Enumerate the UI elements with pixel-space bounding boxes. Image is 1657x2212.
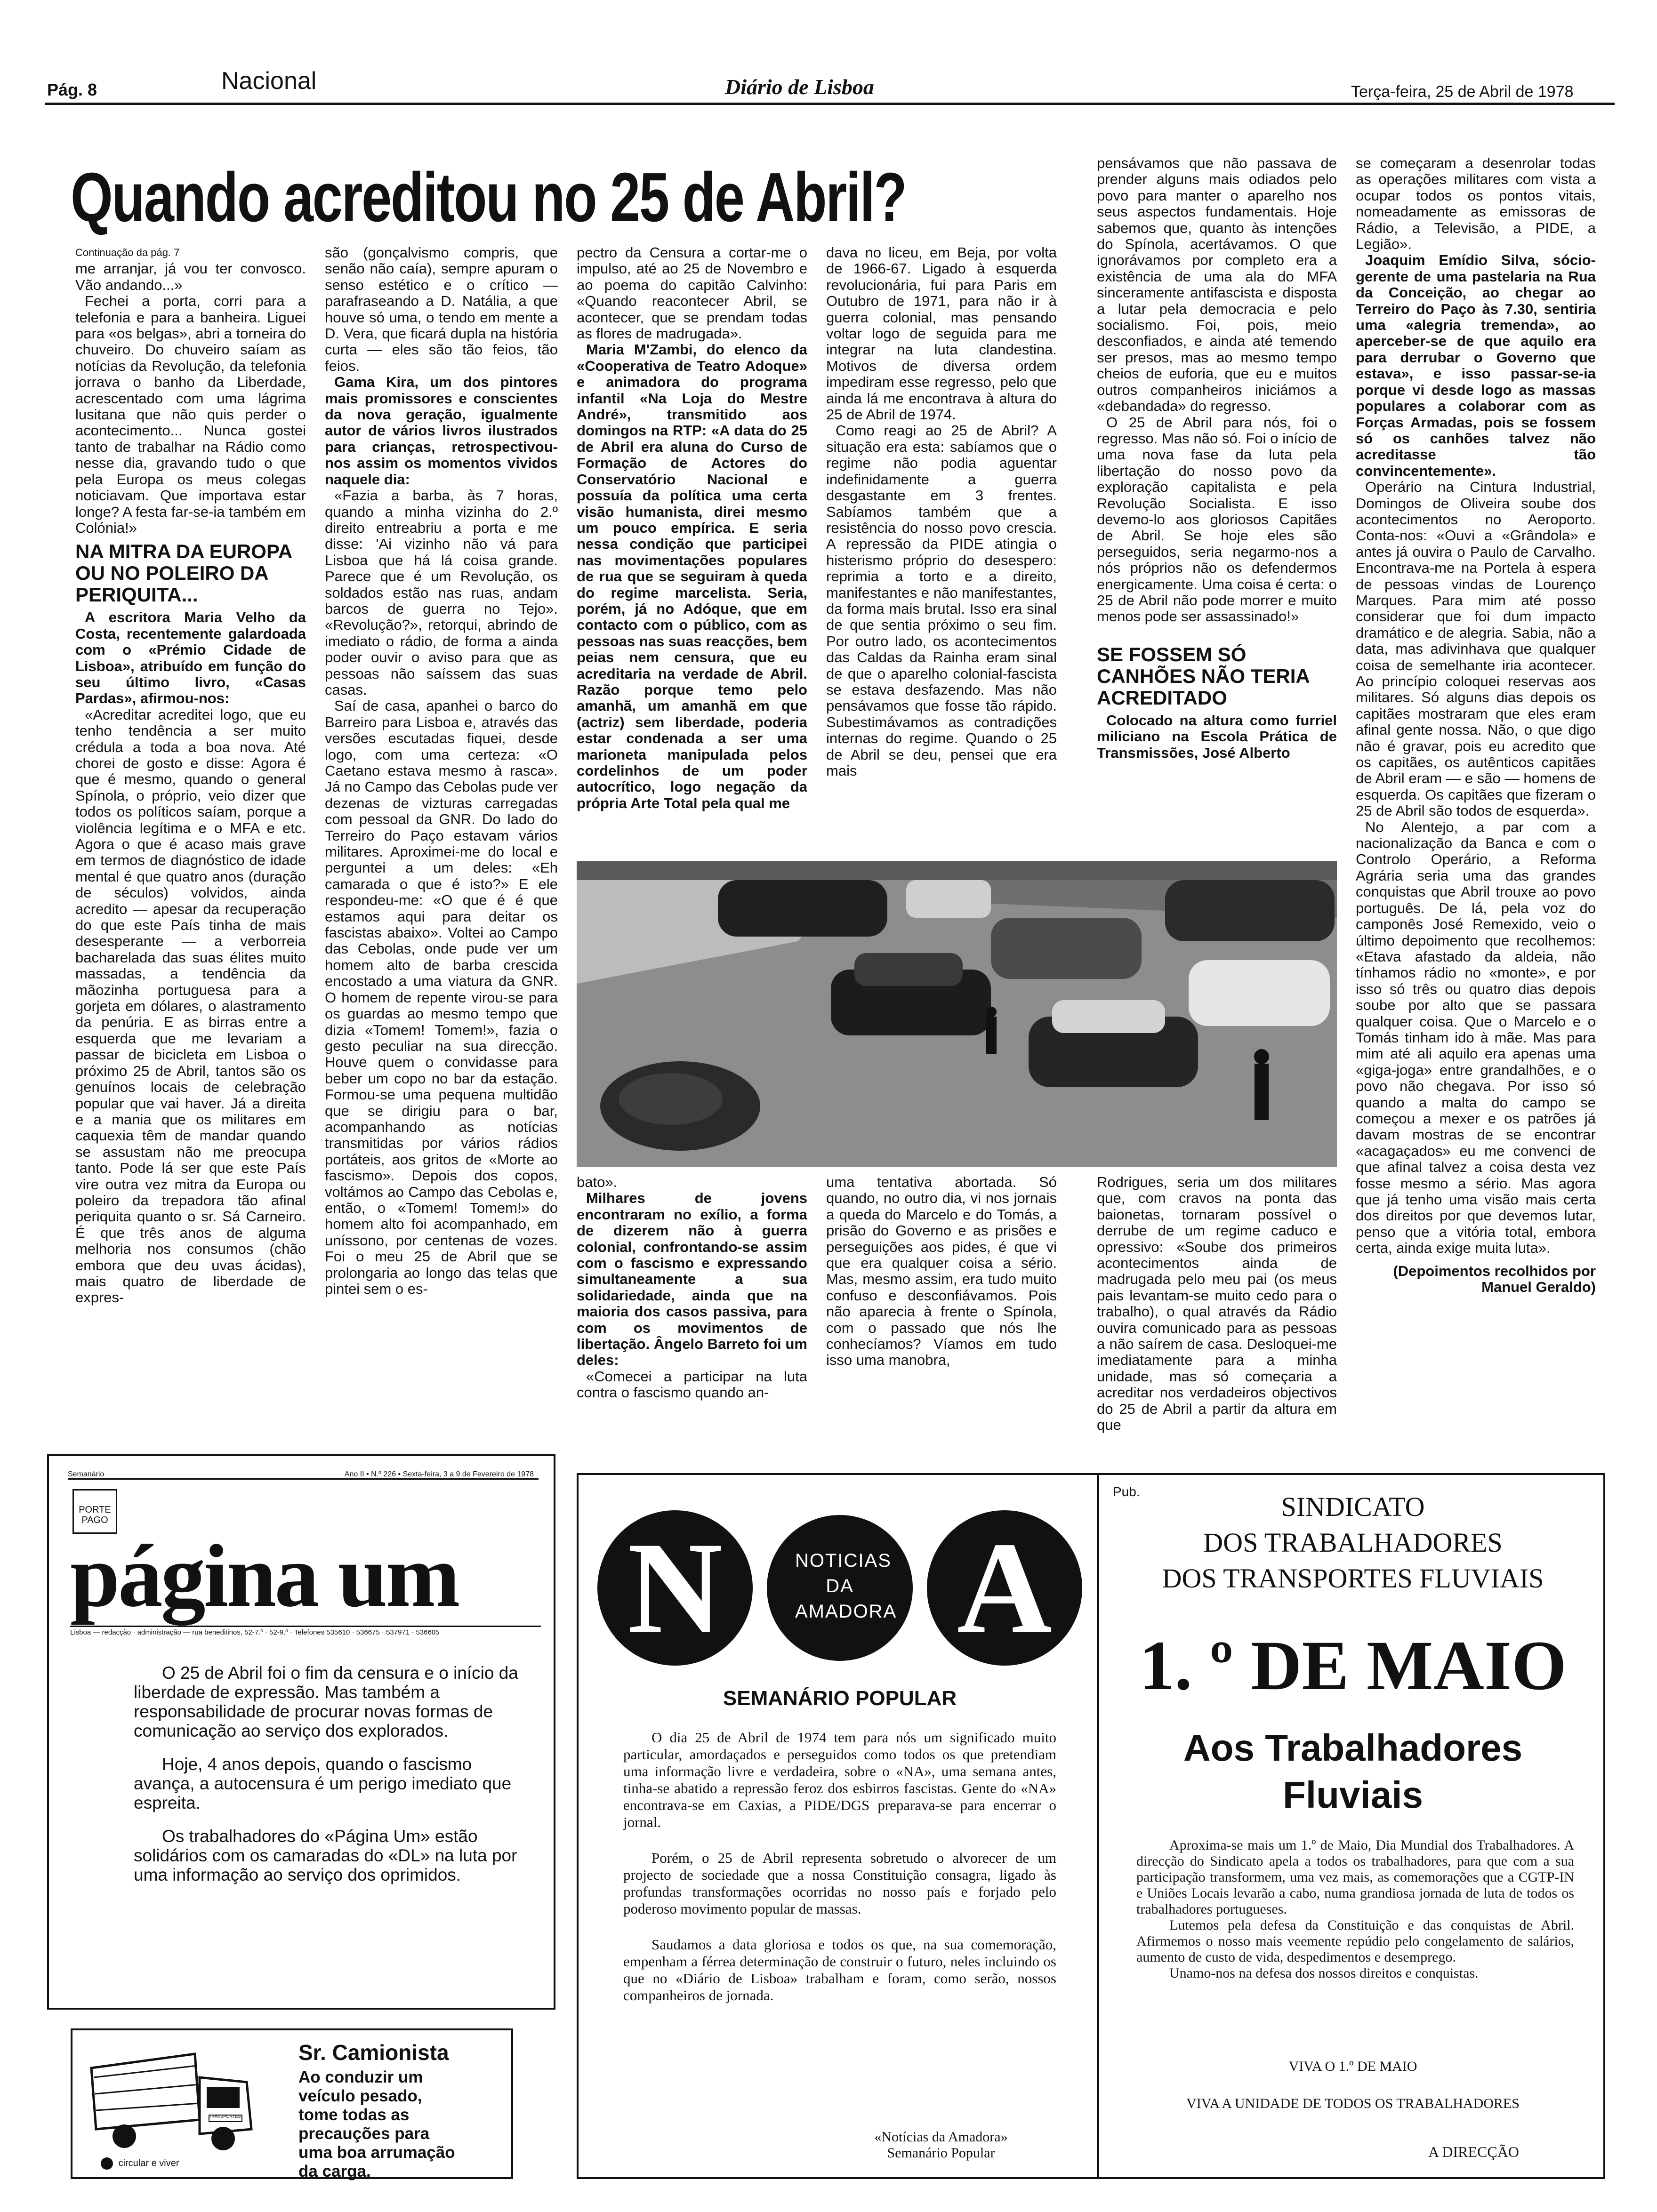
col4-para-3: uma tentativa abortada. Só quando, no outro dia, vi nos jornais a queda do Marcelo e do Tomás, a prisão do Governo e as prisões e perseguições aos pides, é que vi que era qualquer coisa a sério. Mas, mesmo assim, era tudo muito confuso e desconfiávamos. Pois não aparecia à frente o Spínola, com o passado que nós lhe conhecíamos? Víamos em tudo isso uma manobra,	[826, 1174, 1057, 1369]
pagina-um-logo: página um	[70, 1527, 458, 1626]
sindicato-para-3: Unamo-nos na defesa dos nossos direitos e conquistas.	[1169, 1965, 1479, 1981]
aos-line-2: Fluviais	[1283, 1774, 1423, 1816]
na-title: SEMANÁRIO POPULAR	[723, 1687, 957, 1710]
page-number: Pág. 8	[47, 80, 97, 99]
article-credit: (Depoimentos recolhidos por Manuel Geraldo)	[1393, 1262, 1596, 1296]
ad-camionista	[71, 2028, 513, 2179]
subhead-mitra: NA MITRA DA EUROPA OU NO POLEIRO DA PERIQUITA...	[75, 540, 292, 606]
sindicato-line-1: SINDICATO	[1281, 1491, 1425, 1522]
col1-para-1: me arranjar, já vou ter convosco. Vão andando...»	[75, 260, 306, 293]
article-col-2	[325, 245, 558, 1440]
na-signature	[842, 2129, 1040, 2161]
article-col-3-top	[577, 245, 807, 852]
camionista-slogan	[101, 2157, 179, 2170]
headline: Quando acreditou no 25 de Abril?	[71, 159, 906, 236]
col3-para-3: bato».	[577, 1174, 618, 1190]
col5-para-4: Rodrigues, seria um dos militares que, com cravos na ponta das baionetas, tornaram possível o derrube de um regime caduco e opressivo: «Soube dos primeiros acontecimentos ainda de madrugada pelo meu pai (os meus pais levantam-se muito cedo para o trabalho), o qual através da Rádio ouvira comunicado para as pessoas a não saírem de casa. Desloquei-me imediatamente para a minha unidade, mas só começaria a acreditar nos verdadeiros objectivos do 25 de Abril a partir da altura em que	[1097, 1174, 1337, 1434]
ad-pagina-um	[47, 1454, 555, 2010]
col1-para-2: Fechei a porta, corri para a telefonia e para a banheira. Liguei para «os belgas», abri a torneira do chuveiro. Do chuveiro saíam as notícias da Revolução, da telefonia jorrava o banho da Liberdade, acrescentado com uma lágrima lusitana que não quis perder o acontecimento... Nunca gostei tanto de trabalhar na Rádio como nesse dia, gravando tudo o que pela Europa os meus colegas noticiavam. Que importava estar longe? A festa far-se-ia também em Colónia!»	[75, 293, 306, 536]
slogan-text: circular e viver	[118, 2158, 179, 2169]
sindicato-para-1: Aproxima-se mais um 1.º de Maio, Dia Mundial dos Trabalhadores. A direcção do Sindicato apela a todos os trabalhadores, para que com a sua participação transformem, uma vez mais, as comemorações que a CGTP-IN e Uniões Locais levarão a cabo, numa grandiosa jornada de luta de todos os trabalhadores portugueses.	[1136, 1837, 1574, 1917]
subhead-canhoes: SE FOSSEM SÓ CANHÕES NÃO TERIA ACREDITADO	[1097, 643, 1310, 709]
pagina-um-para-3: Os trabalhadores do «Página Um» estão solidários com os camaradas do «DL» na luta por uma informação ao serviço dos oprimidos.	[134, 1827, 517, 1884]
article-col-5-top	[1097, 155, 1337, 861]
sindicato-para-2: Lutemos pela defesa da Constituição e das conquistas de Abril. Afirmemos o nosso mais veemente repúdio pelo congelamento de salários, aumento de custo de vida, despedimentos e desemprego.	[1136, 1917, 1574, 1965]
na-para-1: O dia 25 de Abril de 1974 tem para nós um significado muito particular, amordaçados e perseguidos como todos os que pretendiam uma informação livre e verdadeira, sobre o «NA», uma semana antes, tinha-se abatido a repressão feroz dos esbirros fascistas. Gente do «NA» encontrava-se em Caxias, a PIDE/DGS preparava-se para encerrar o jornal.	[623, 1729, 1056, 1830]
viva-lines	[1099, 2059, 1607, 2131]
col1-para-3: A escritora Maria Velho da Costa, recentemente galardoada com o «Prémio Cidade de Lisboa», atribuído em função do seu último livro, «Casas Pardas», afirmou-nos:	[75, 609, 306, 707]
na-para-2: Porém, o 25 de Abril representa sobretudo o alvorecer de um projecto de sociedade que a nossa Constituição consagra, ligado às profundas transformações ocorridas no nosso país e forjado pelo poderoso movimento popular de massas.	[623, 1850, 1056, 1917]
aos-trabalhadores	[1099, 1724, 1607, 1819]
na-sign-2: Semanário Popular	[887, 2145, 995, 2161]
col4-para-1: dava no liceu, em Beja, por volta de 1966-67. Ligado à esquerda revolucionária, fui para Paris em Outubro de 1971, para não ir à guerra colonial, mas pensando voltar logo de seguida para me integrar na luta clandestina. Motivos de diversa ordem impediram esse regresso, pelo que ainda lá me encontrava à altura do 25 de Abril de 1974.	[826, 245, 1057, 423]
continuation-note: Continuação da pág. 7	[75, 247, 180, 258]
viva-unidade: VIVA A UNIDADE DE TODOS OS TRABALHADORES	[1186, 2096, 1520, 2111]
porte-label: PORTE	[79, 1505, 111, 1515]
camionista-body: Ao conduzir um veículo pesado, tome todas as precauções para uma boa arrumação da carga.	[298, 2068, 455, 2180]
col5-para-1: pensávamos que não passava de prender alguns mais odiados pelo povo para manter o aparelho nos seus aspectos fundamentais. Hoje sabemos que, quanto às intenções do Spínola, acertávamos. O que ignorávamos por completo era a existência de uma ala do MFA sinceramente antifascista e disposta a lutar pela democracia e pelo socialismo. Foi, pois, meio desconfiados, e ainda até temendo ser presos, mas ao mesmo tempo cheios de euforia, que eu e muitos outros companheiros iniciámos a «debandada» do regresso.	[1097, 155, 1337, 415]
article-col-4-bottom	[826, 1174, 1057, 1440]
col5-para-3: Colocado na altura como furriel miliciano na Escola Prática de Transmissões, José Alberto	[1097, 712, 1337, 761]
col3-para-4: Milhares de jovens encontraram no exílio, a forma de dizerem não à guerra colonial, confrontando-se assim com o fascismo e expressando simultaneamente a sua solidariedade, ainda que na maioria dos casos passiva, para com os movimentos de libertação. Ângelo Barreto foi um deles:	[577, 1190, 807, 1369]
na-letter-n: N	[597, 1510, 753, 1666]
na-sign-1: «Notícias da Amadora»	[874, 2129, 1008, 2145]
na-letter-a: A	[927, 1510, 1082, 1666]
col4-para-2: Como reagi ao 25 de Abril? A situação era esta: sabíamos que o regime não podia aguentar indefinidamente a guerra desgastante em 3 frentes. Sabíamos também que a resistência do nosso povo crescia. A repressão da PIDE atingia o histerismo próprio do desespero: reprimia a torto e a direito, manifestantes e não manifestantes, da forma mais brutal. Isso era sinal de que sentia próximo o seu fim. Por outro lado, os acontecimentos das Caldas da Rainha eram sinal de que o aparelho colonial-fascista se estava desfazendo. Mas não pensávamos que fosse tão rápido. Subestimávamos as contradições internas do regime. Quando o 25 de Abril se deu, pensei que era mais	[826, 422, 1057, 779]
article-col-5-bottom	[1097, 1174, 1337, 1440]
pagina-um-text	[134, 1663, 520, 1884]
pagina-um-banner-top	[68, 1470, 539, 1480]
header-rule	[45, 103, 1615, 105]
na-logo	[597, 1496, 1082, 1703]
aos-line-1: Aos Trabalhadores	[1183, 1727, 1523, 1769]
truck-illustration	[82, 2049, 261, 2153]
ad-noticias-amadora	[577, 1473, 1099, 2179]
col2-para-2: Gama Kira, um dos pintores mais promissores e conscientes da nova geração, igualmente autor de vários livros ilustrados para crianças, retrospectivou-nos assim os momentos vividos naquele dia:	[325, 374, 558, 488]
na-circle: NOTICIAS DA AMADORA	[767, 1515, 913, 1661]
news-photo	[577, 861, 1337, 1167]
ad-sindicato	[1097, 1473, 1605, 2179]
na-text	[623, 1729, 1056, 2004]
col2-para-4: Saí de casa, apanhei o barco do Barreiro para Lisboa e, através das versões escutadas fiquei, desde logo, com uma certeza: «O Caetano estava mesmo à rasca». Já no Campo das Cebolas pude ver dezenas de vizturas carregadas com pessoal da GNR. Do lado do Terreiro do Paço estavam vários militares. Aproximei-me do local e perguntei a um deles: «Eh camarada o que é isto?» E ele respondeu-me: «O que é é que estamos aqui para deitar os fascistas abaixo». Voltei ao Campo das Cebolas, onde pude ver um homem alto de barba crescida encostado a uma viatura da GNR. O homem de repente virou-se para os guardas ao mesmo tempo que dizia «Tomem! Tomem!», fazia o gesto peculiar na sua direcção. Houve quem o convidasse para beber um copo no bar da estação. Formou-se uma pequena multidão que se dirigiu para o bar, acompanhando as notícias transmitidas por vários rádios portáteis, aos gritos de «Morte ao fascismo». Depois dos copos, voltámos ao Campo das Cebolas e, então, o «Tomem! Tomem!» do homem alto foi acompanhado, em uníssono, por centenas de vozes. Foi o meu 25 de Abril que se prolongaria ao longo das telas que pintei sem o es-	[325, 697, 558, 1297]
pagina-um-meta: Ano II • N.º 226 • Sexta-feira, 3 a 9 de Fevereiro de 1978	[344, 1470, 534, 1478]
masthead: Diário de Lisboa	[725, 75, 874, 99]
article-col-6	[1356, 155, 1596, 1440]
photo-cars-scene	[577, 861, 1337, 1167]
col5-para-2: O 25 de Abril para nós, foi o regresso. Mas não só. Foi o início de uma nova fase da luta pela libertação do nosso povo da exploração capitalista e pela Revolução Socialista. E isso devemo-lo aos gloriosos Capitães de Abril. Se hoje eles são perseguidos, seria negarmo-nos a nós próprios não os defendermos energicamente. Uma coisa é certa: o 25 de Abril não pode morrer e muito menos pode ser assassinado!»	[1097, 414, 1337, 625]
col2-para-1: são (gonçalvismo compris, que senão não caía), sempre apuram o senso estético e o crítico — parafraseando a D. Natália, a que houve só uma, o tendo em mente a D. Vera, que ficará dupla na história curta — eles são tão feios, tão feios.	[325, 245, 558, 374]
pagina-um-para-2: Hoje, 4 anos depois, quando o fascismo avança, a autocensura é um perigo imediato que espreita.	[134, 1755, 512, 1812]
sindicato-line-3: DOS TRANSPORTES FLUVIAIS	[1162, 1563, 1544, 1594]
direccao-sign: A DIRECÇÃO	[1428, 2143, 1519, 2160]
col3-para-2a: Maria M'Zambi, do elenco da «Cooperativa de Teatro Adoque» e animadora do programa infantil «Na Loja do Mestre André», transmitido aos domingos na RTP: «A data do 25 de Abril era aluna do Curso de Formação de Actores do Conservatório Nacional e possuía da política uma certa visão humanista, direi mesmo um pouco empírica. E seria nessa condição que participei nas movimentações populares de rua que se seguiram à queda do regime marcelista. Seria, porém, já no Adóque, que em contacto com o público, com as pessoas nas suas reacções, bem peias nem censura, que eu acreditaria na verdade de Abril. Razão porque temo pelo amanhã, um amanhã em que (actriz) sem liberdade, poderia estar condenada a ser uma marioneta manipulada pelos cordelinhos de um poder autocrítico, logo negação da própria Arte Total pela qual me	[577, 341, 807, 811]
article-col-1	[75, 245, 306, 1440]
article-col-3-bottom	[577, 1174, 807, 1440]
sindicato-title	[1099, 1489, 1607, 1596]
col6-para-2: Joaquim Emídio Silva, sócio-gerente de uma pastelaria na Rua da Conceição, ao chegar ao Terreiro do Paço às 7.30, sentiria uma «alegria tremenda», ao aperceber-se de que aquilo era para derrubar o Governo que estava», e isso passar-se-ia porque vi desde logo as massas populares a colaborar com as Forças Armadas, pois se fossem só os canhões talvez não acreditasse tão convincentemente».	[1356, 252, 1596, 479]
col3-para-1: pectro da Censura a cortar-me o impulso, até ao 25 de Novembro e ao poema do capitão Calvinho: «Quando reacontecer Abril, se acontecer, que se prendam todas as flores de madrugada».	[577, 245, 807, 342]
pagina-um-address: Lisboa — redacção · administração — rua beneditinos, 52-7.º · 52-9.º · Telefones 535610 · 536675 · 537971 · 536605	[70, 1626, 541, 1636]
sindicato-text	[1136, 1837, 1574, 1981]
article-col-4-top	[826, 245, 1057, 852]
col3-para-5: «Comecei a participar na luta contra o fascismo quando an-	[577, 1368, 807, 1401]
viva-maio: VIVA O 1.º DE MAIO	[1288, 2059, 1417, 2074]
col6-para-1: se começaram a desenrolar todas as operações militares com vista a ocupar todos os pontos vitais, nomeadamente as emissoras de Rádio, a Televisão, a PIDE, a Legião».	[1356, 155, 1596, 253]
road-safety-icon	[101, 2157, 113, 2170]
col6-para-4: No Alentejo, a par com a nacionalização da Banca e com o Controlo Operário, a Reforma Agrária seria uma das grandes conquistas que Abril trouxe ao povo português. De lá, pela voz do camponês José Remexido, veio o último depoimento que recolhemos: «Etava afastado da aldeia, não tínhamos rádio no «monte», e por isso só três ou quatro dias depois soube por alto que se passara qualquer coisa. Que o Marcelo e o Tomás tinham ido à mãe. Mas para mim até ali aquilo era apenas uma «giga-joga» entre grandalhões, e o povo não chegava. Por isso só quando a malta do campo se começou a mexer e os patrões já davam mostras de se encontrar «acagaçados» eu me convenci de que afinal talvez a coisa desta vez fosse mesmo a sério. Mas agora que já tenho uma visão mais certa dos direitos por que devemos lutar, penso que a vitória total, embora certa, ainda exige muita luta».	[1356, 818, 1596, 1257]
section-title: Nacional	[221, 67, 317, 95]
col2-para-3: «Fazia a barba, às 7 horas, quando a minha vizinha do 2.º direito entreabriu a porta e me disse: 'Ai vizinho não vá para Lisboa que há lá coisa grande. Parece que é um Revolução, os soldados estão nas ruas, andam barcos de guerra no Tejo». «Revolução?», retorqui, abrindo de imediato o rádio, de forma a ainda poder ouvir o aviso para que as pessoas não saíssem das suas casas.	[325, 487, 558, 698]
pagina-um-para-1: O 25 de Abril foi o fim da censura e o início da liberdade de expressão. Mas também a responsabilidade de procurar novas formas de comunicação ao serviço dos explorados.	[134, 1663, 518, 1740]
col6-para-3: Operário na Cintura Industrial, Domingos de Oliveira soube dos acontecimentos no Aeroporto. Conta-nos: «Ouvi a «Grândola» e antes já ouvira o Paulo de Carvalho. Encontrava-me na Portela à espera de pessoas vindas de Lourenço Marques. Para mim até posso considerar que foi dum impacto dramático e de alegria. Sabia, não a data, mas adivinhava que qualquer coisa de semelhante iria acontecer. Ao princípio coloquei reservas aos militares. Só alguns dias depois os capitães mostraram que eles eram afinal gente nossa. Não, o que digo não é gravar, pois eu acredito que os capitães, os autênticos capitães de Abril eram — e são — homens de esquerda. Os capitães que fizeram o 25 de Abril são todos de esquerda».	[1356, 479, 1596, 819]
na-para-3: Saudamos a data gloriosa e todos os que, na sua comemoração, empenham a férrea determinação de construir o futuro, neles incluindo os que no «Diário de Lisboa» trabalham e foram, como serão, nossos companheiros de jornada.	[623, 1936, 1056, 2004]
col1-para-4: «Acreditar acreditei logo, que eu tenho tendência a ser muito crédula a toda a boa nova. Até chorei de gosto e disse: Agora é que é mesmo, quando o general Spínola, o próprio, veio dizer que todos os políticos saíam, porque a violência legítima e o MFA e etc. Agora o que é acaso mais grave em termos de diagnóstico de idade mental é que quatro anos (duração de séculos) volvidos, ainda acredito — apesar da recuperação do que este País tinha de mais desesperante — a verborreia bacharelada das suas élites muito massadas, a tendência da mãozinha portuguesa para a gorjeta em dólares, o alastramento da penúria. E as birras entre a esquerda que me levariam a passar de bicicleta em Lisboa o próximo 25 de Abril, tantos são os genuínos locais de celebração popular que vai haver. Já a direita e a mania que os militares em caquexia têm de mandar quando se assustam não me preocupa tanto. Pode lá ser que este País vire outra vez mitra da Europa ou poleiro da trepadora tão afinal periquita quanto o sr. Sá Carneiro. É que três anos de alguma melhoria nos consumos (chão embora que deu uvas ácidas), mais quatro de liberdade de expres-	[75, 706, 306, 1306]
camionista-title: Sr. Camionista	[298, 2040, 449, 2065]
pagina-um-small: Semanário	[68, 1470, 105, 1478]
primeiro-maio: 1. º DE MAIO	[1139, 1627, 1567, 1705]
truck-label: TRANSPORTES	[209, 2114, 241, 2119]
pub-label: Pub.	[1113, 1484, 1140, 1499]
sindicato-line-2: DOS TRABALHADORES	[1203, 1527, 1503, 1558]
pago-label: PAGO	[81, 1515, 108, 1525]
issue-date: Terça-feira, 25 de Abril de 1978	[1351, 83, 1574, 101]
